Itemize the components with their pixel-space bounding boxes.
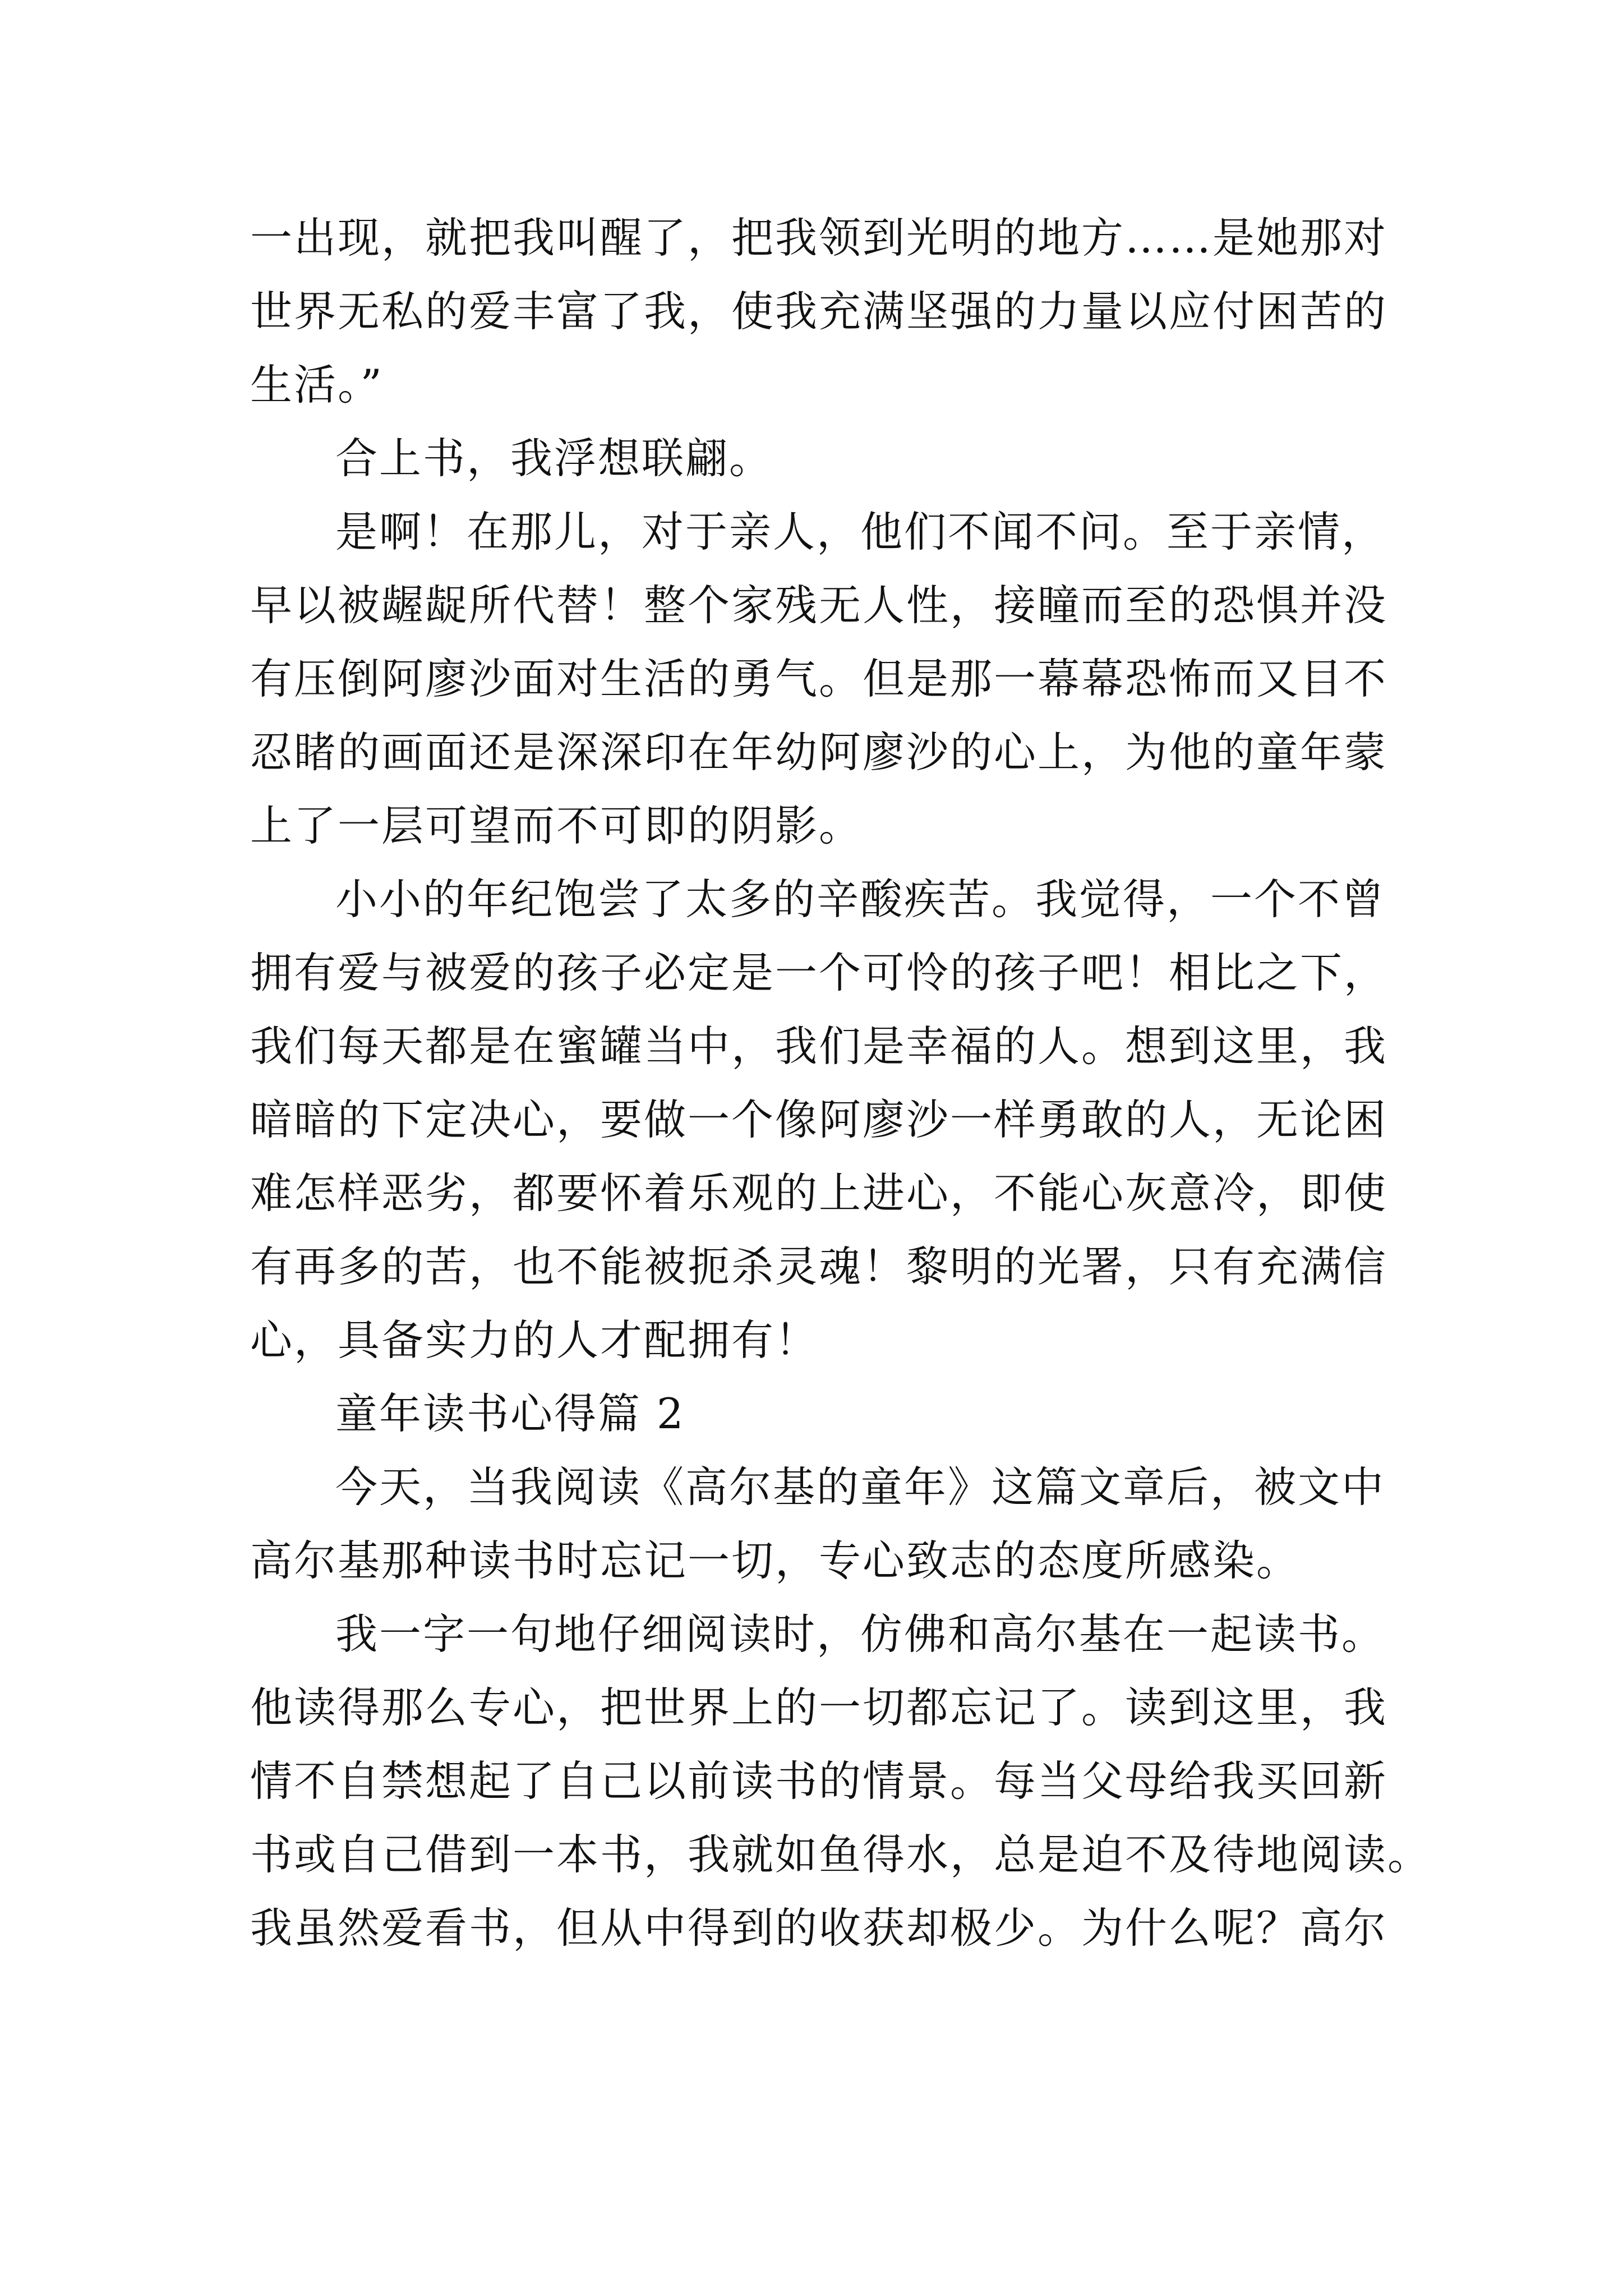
- text-line: 一出现，就把我叫醒了，把我领到光明的地方……是她那对: [250, 213, 1388, 263]
- text-line: 小小的年纪饱尝了太多的辛酸疾苦。我觉得，一个不曾: [335, 875, 1386, 924]
- paragraph-today: [250, 1451, 1392, 1598]
- document-body: [250, 201, 1432, 1965]
- text-line: 书或自己借到一本书，我就如鱼得水，总是迫不及待地阅读。: [250, 1830, 1432, 1879]
- text-line: 他读得那么专心，把世界上的一切都忘记了。读到这里，我: [250, 1683, 1388, 1732]
- text-line: 高尔基那种读书时忘记一切，专心致志的态度所感染。: [250, 1536, 1301, 1585]
- text-line: 有再多的苦，也不能被扼杀灵魂！黎明的光署，只有充满信: [250, 1242, 1388, 1291]
- text-line: 我一字一句地仔细阅读时，仿佛和高尔基在一起读书。: [335, 1609, 1386, 1659]
- text-line: 暗暗的下定决心，要做一个像阿廖沙一样勇敢的人，无论困: [250, 1095, 1388, 1144]
- text-line: 是啊！在那儿，对于亲人，他们不闻不问。至于亲情，: [335, 507, 1386, 556]
- text-line: 忍睹的画面还是深深印在年幼阿廖沙的心上，为他的童年蒙: [250, 728, 1388, 777]
- paragraph-continuation: [250, 201, 1392, 422]
- paragraph-resolve: [250, 863, 1392, 1377]
- text-line: 上了一层可望而不可即的阴影。: [250, 801, 863, 850]
- text-line: 今天，当我阅读《高尔基的童年》这篇文章后，被文中: [335, 1462, 1386, 1512]
- text-line: 合上书，我浮想联翩。: [335, 434, 773, 483]
- text-line: 我虽然爱看书，但从中得到的收获却极少。为什么呢？高尔: [250, 1903, 1388, 1953]
- paragraph-reading: [250, 1598, 1432, 1965]
- text-line: 有压倒阿廖沙面对生活的勇气。但是那一幕幕恐怖而又目不: [250, 654, 1388, 703]
- text-line: 生活。”: [250, 360, 384, 409]
- paragraph-close-book: [250, 422, 1392, 495]
- text-line: 早以被龌龊所代替！整个家残无人性，接瞳而至的恐惧并没: [250, 581, 1388, 630]
- text-line: 情不自禁想起了自己以前读书的情景。每当父母给我买回新: [250, 1756, 1388, 1806]
- text-line: 世界无私的爱丰富了我，使我充满坚强的力量以应付困苦的: [250, 287, 1388, 336]
- text-line: 心，具备实力的人才配拥有！: [250, 1315, 819, 1365]
- paragraph-family: [250, 495, 1392, 863]
- text-line: 拥有爱与被爱的孩子必定是一个可怜的孩子吧！相比之下，: [250, 948, 1388, 997]
- text-line: 难怎样恶劣，都要怀着乐观的上进心，不能心灰意冷，即使: [250, 1168, 1388, 1218]
- text-line: 我们每天都是在蜜罐当中，我们是幸福的人。想到这里，我: [250, 1022, 1388, 1071]
- section-heading: 童年读书心得篇 2: [335, 1389, 685, 1438]
